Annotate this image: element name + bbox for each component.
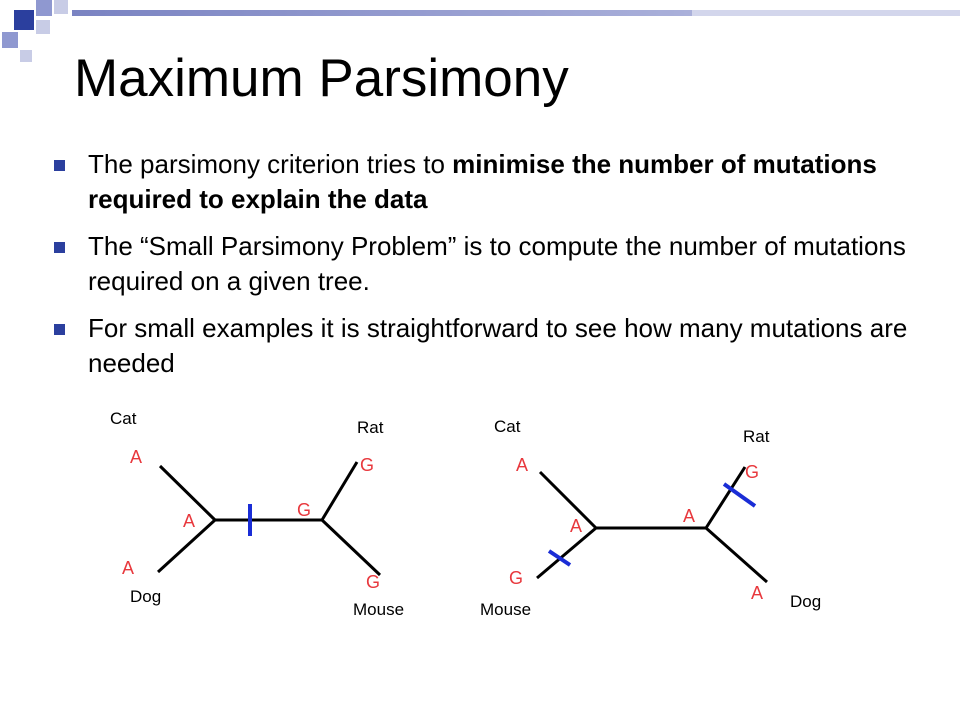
tree2-taxon-dog: Dog: [790, 592, 822, 611]
tree2-branch-rat: [706, 467, 745, 528]
tree2-branch-cat: [540, 472, 596, 528]
tree1-taxon-mouse: Mouse: [353, 600, 405, 619]
tree1-taxon-dog: Dog: [130, 587, 162, 606]
tree2-taxon-mouse: Mouse: [480, 600, 532, 619]
tree2-state-dog: A: [751, 583, 764, 603]
bullet-bold-text: minimise the number of mutations required to explain the data: [88, 149, 877, 214]
tree1-state-mouse: G: [366, 572, 381, 592]
tree2-state-rat: G: [745, 462, 760, 482]
tree1-taxon-rat: Rat: [357, 418, 384, 437]
tree1-state-left-internal: A: [183, 511, 196, 531]
tree2-branch-dog: [706, 528, 767, 582]
tree-two: [480, 417, 821, 619]
tree2-state-left-internal: A: [570, 516, 583, 536]
tree1-state-cat: A: [130, 447, 143, 467]
slide-title: Maximum Parsimony: [74, 49, 569, 108]
tree1-taxon-cat: Cat: [110, 409, 137, 428]
tree1-branch-mouse: [322, 520, 380, 575]
tree1-state-dog: A: [122, 558, 135, 578]
bullet-text: For small examples it is straightforward to see how many mutations are needed: [88, 313, 908, 378]
bullet-text: The “Small Parsimony Problem” is to compute the number of mutations required on a given tree.: [88, 231, 906, 296]
tree-one: [110, 409, 404, 619]
bullet-text: The parsimony criterion tries to: [88, 149, 453, 179]
tree1-state-right-internal: G: [297, 500, 312, 520]
tree2-taxon-rat: Rat: [743, 427, 770, 446]
tree2-taxon-cat: Cat: [494, 417, 521, 436]
tree1-branch-rat: [322, 462, 357, 520]
tree2-state-right-internal: A: [683, 506, 696, 526]
tree2-state-cat: A: [516, 455, 529, 475]
tree2-state-mouse: G: [509, 568, 524, 588]
tree1-state-rat: G: [360, 455, 375, 475]
tree2-branch-mouse: [537, 528, 596, 578]
